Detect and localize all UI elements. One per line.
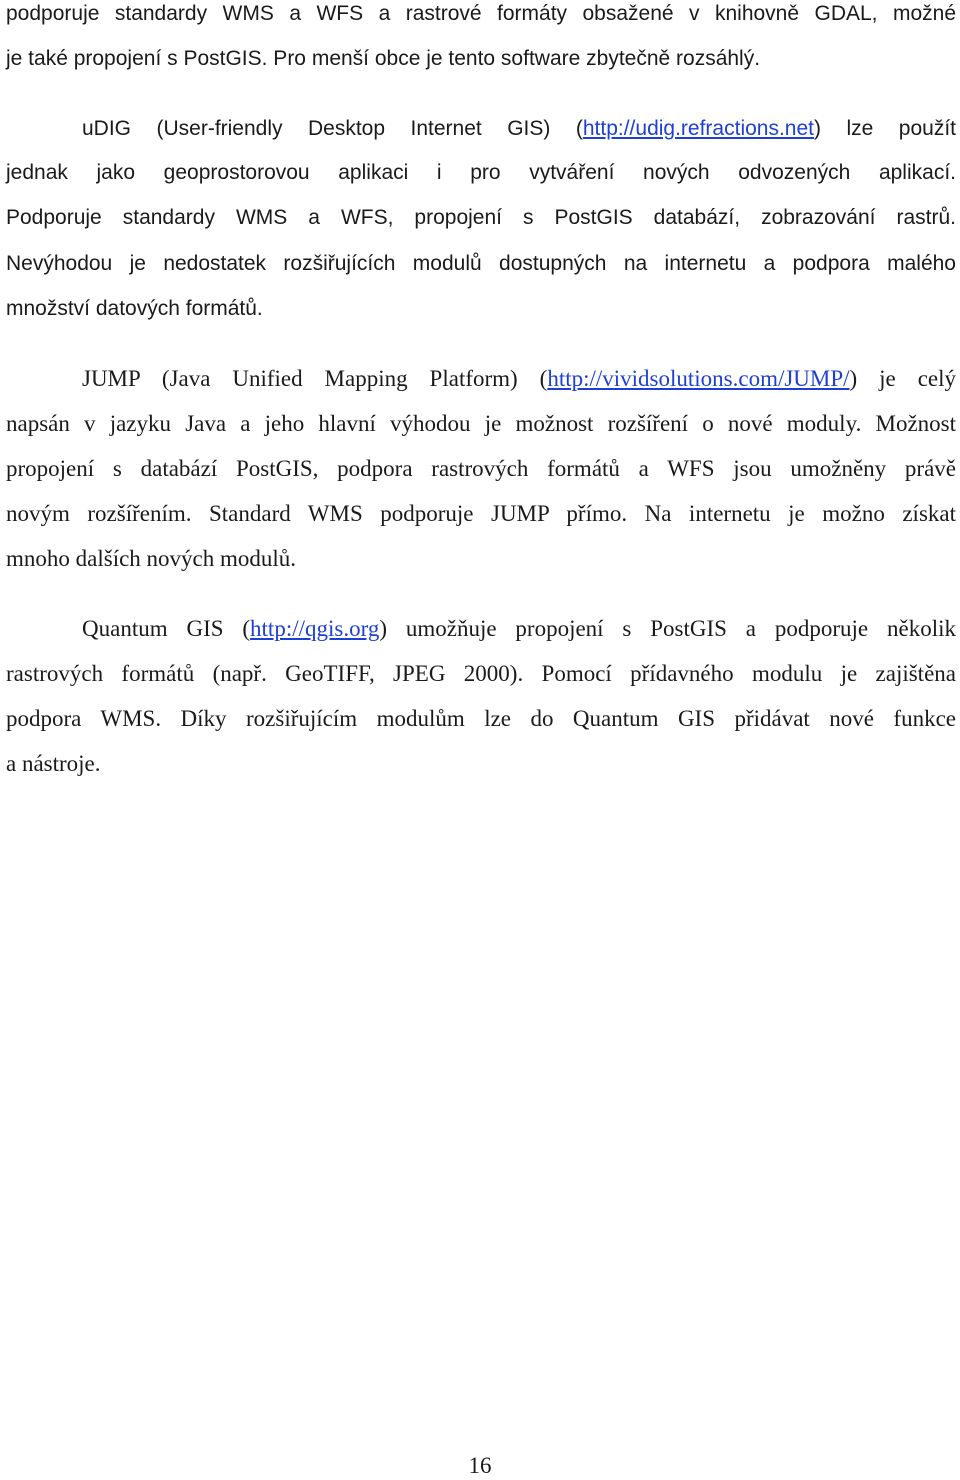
page-number: 16 (468, 1453, 492, 1478)
text-line: množství datových formátů. (6, 297, 263, 320)
qgis-link[interactable]: http://qgis.org (250, 616, 380, 641)
udig-link[interactable]: http://udig.refractions.net (582, 117, 814, 140)
text-line: podporuje standardy WMS a WFS a rastrové formáty obsažené v knihovně GDAL, možné (6, 2, 956, 25)
jump-link[interactable]: http://vividsolutions.com/JUMP/ (547, 366, 850, 391)
text-line: napsán v jazyku Java a jeho hlavní výhodou je možnost rozšíření o nové moduly. Možnost (6, 411, 956, 436)
text-line: je také propojení s PostGIS. Pro menší obce je tento software zbytečně rozsáhlý. (6, 47, 761, 70)
text-span: ) umožňuje propojení s PostGIS a podporuje několik (379, 616, 956, 641)
text-span: JUMP (Java Unified Mapping Platform) ( (82, 366, 548, 391)
text-line: podpora WMS. Díky rozšiřujícím modulům lze do Quantum GIS přidávat nové funkce (6, 706, 956, 731)
text-span: Quantum GIS ( (82, 616, 251, 641)
text-line: propojení s databází PostGIS, podpora rastrových formátů a WFS jsou umožněny právě (6, 456, 956, 481)
text-line: Nevýhodou je nedostatek rozšiřujících modulů dostupných na internetu a podpora malého (6, 252, 956, 275)
text-span: ) je celý (849, 366, 956, 391)
text-line (82, 115, 956, 143)
text-line: Podporuje standardy WMS a WFS, propojení s PostGIS databází, zobrazování rastrů. (6, 206, 956, 229)
text-line: jednak jako geoprostorovou aplikaci i pro vytváření nových odvozených aplikací. (6, 161, 956, 184)
text-line (82, 615, 956, 643)
text-span: uDIG (User-friendly Desktop Internet GIS) ( (82, 117, 583, 140)
text-line: rastrových formátů (např. GeoTIFF, JPEG 2000). Pomocí přídavného modulu je zajištěna (6, 661, 956, 686)
text-line: novým rozšířením. Standard WMS podporuje JUMP přímo. Na internetu je možno získat (6, 501, 956, 526)
text-line: mnoho dalších nových modulů. (6, 546, 297, 571)
text-line: a nástroje. (6, 751, 101, 776)
text-span: ) lze použít (814, 117, 957, 140)
text-line (82, 365, 956, 393)
